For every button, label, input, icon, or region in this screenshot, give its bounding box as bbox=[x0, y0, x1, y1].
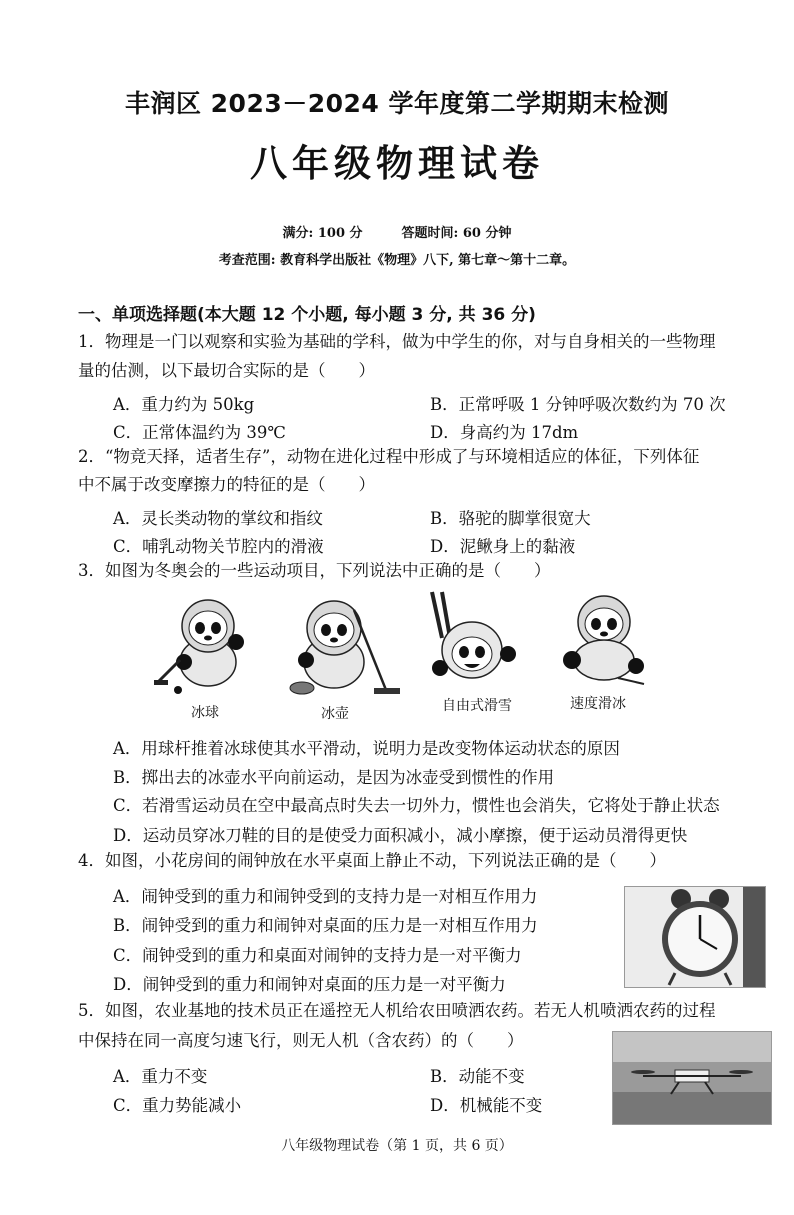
q1-stem-line2: 量的估测，以下最切合实际的是（ ） bbox=[78, 361, 375, 380]
page-footer: 八年级物理试卷（第 1 页，共 6 页） bbox=[281, 1138, 513, 1154]
exam-title-line1: 丰润区 2023－2024 学年度第二学期期末检测 bbox=[124, 89, 670, 118]
q1-option-b: B．正常呼吸 1 分钟呼吸次数约为 70 次 bbox=[430, 395, 726, 414]
exam-scope: 考查范围: 教育科学出版社《物理》八下, 第七章～第十二章。 bbox=[218, 253, 576, 268]
alarm-clock-photo bbox=[624, 886, 766, 988]
q5-option-b: B．动能不变 bbox=[430, 1067, 525, 1086]
drone-photo bbox=[612, 1031, 772, 1125]
q5-option-c: C．重力势能减小 bbox=[113, 1096, 242, 1115]
exam-title-line2: 八年级物理试卷 bbox=[250, 142, 544, 185]
q1-option-c: C．正常体温约为 39℃ bbox=[113, 423, 286, 442]
q3-option-b: B．掷出去的冰壶水平向前运动，是因为冰壶受到惯性的作用 bbox=[113, 768, 555, 787]
bing-dwen-dwen-freestyle-skiing-icon bbox=[420, 588, 530, 698]
q5-option-d: D．机械能不变 bbox=[430, 1096, 543, 1115]
score-and-time: 满分: 100 分 答题时间: 60 分钟 bbox=[282, 226, 512, 241]
q1-option-a: A．重力约为 50kg bbox=[113, 395, 255, 414]
caption-curling: 冰壶 bbox=[321, 706, 349, 722]
q5-stem-line2: 中保持在同一高度匀速飞行，则无人机（含农药）的（ ） bbox=[78, 1031, 524, 1050]
caption-speed-skating: 速度滑冰 bbox=[570, 696, 626, 712]
q5-stem-line1: 5．如图，农业基地的技术员正在遥控无人机给农田喷洒农药。若无人机喷洒农药的过程 bbox=[78, 1001, 716, 1020]
q2-stem-line1: 2．“物竞天择，适者生存”，动物在进化过程中形成了与环境相适应的体征，下列体征 bbox=[78, 447, 700, 466]
q5-option-a: A．重力不变 bbox=[113, 1067, 208, 1086]
q2-stem-line2: 中不属于改变摩擦力的特征的是（ ） bbox=[78, 475, 375, 494]
q4-option-a: A．闹钟受到的重力和闹钟受到的支持力是一对相互作用力 bbox=[113, 887, 538, 906]
q2-option-c: C．哺乳动物关节腔内的滑液 bbox=[113, 537, 324, 556]
q2-option-d: D．泥鳅身上的黏液 bbox=[430, 537, 576, 556]
bing-dwen-dwen-curling-icon bbox=[286, 590, 406, 700]
section-heading: 一、单项选择题(本大题 12 个小题, 每小题 3 分, 共 36 分) bbox=[78, 305, 536, 325]
q3-option-d: D．运动员穿冰刀鞋的目的是使受力面积减小，减小摩擦，便于运动员滑得更快 bbox=[113, 826, 688, 845]
q2-option-a: A．灵长类动物的掌纹和指纹 bbox=[113, 509, 323, 528]
bing-dwen-dwen-ice-hockey-icon bbox=[150, 590, 260, 700]
q1-stem-line1: 1．物理是一门以观察和实验为基础的学科，做为中学生的你，对与自身相关的一些物理 bbox=[78, 332, 716, 351]
q3-option-a: A．用球杆推着冰球使其水平滑动，说明力是改变物体运动状态的原因 bbox=[113, 739, 620, 758]
caption-freestyle-skiing: 自由式滑雪 bbox=[442, 698, 512, 714]
q4-stem: 4．如图，小花房间的闹钟放在水平桌面上静止不动，下列说法正确的是（ ） bbox=[78, 851, 666, 870]
bing-dwen-dwen-speed-skating-icon bbox=[548, 588, 658, 698]
q1-option-d: D．身高约为 17dm bbox=[430, 423, 579, 442]
q4-option-c: C．闹钟受到的重力和桌面对闹钟的支持力是一对平衡力 bbox=[113, 946, 522, 965]
q2-option-b: B．骆驼的脚掌很宽大 bbox=[430, 509, 591, 528]
caption-ice-hockey: 冰球 bbox=[191, 705, 219, 721]
q4-option-d: D．闹钟受到的重力和闹钟对桌面的压力是一对平衡力 bbox=[113, 975, 506, 994]
q3-option-c: C．若滑雪运动员在空中最高点时失去一切外力，惯性也会消失，它将处于静止状态 bbox=[113, 796, 720, 815]
q4-option-b: B．闹钟受到的重力和闹钟对桌面的压力是一对相互作用力 bbox=[113, 916, 538, 935]
q3-stem: 3．如图为冬奥会的一些运动项目，下列说法中正确的是（ ） bbox=[78, 561, 551, 580]
